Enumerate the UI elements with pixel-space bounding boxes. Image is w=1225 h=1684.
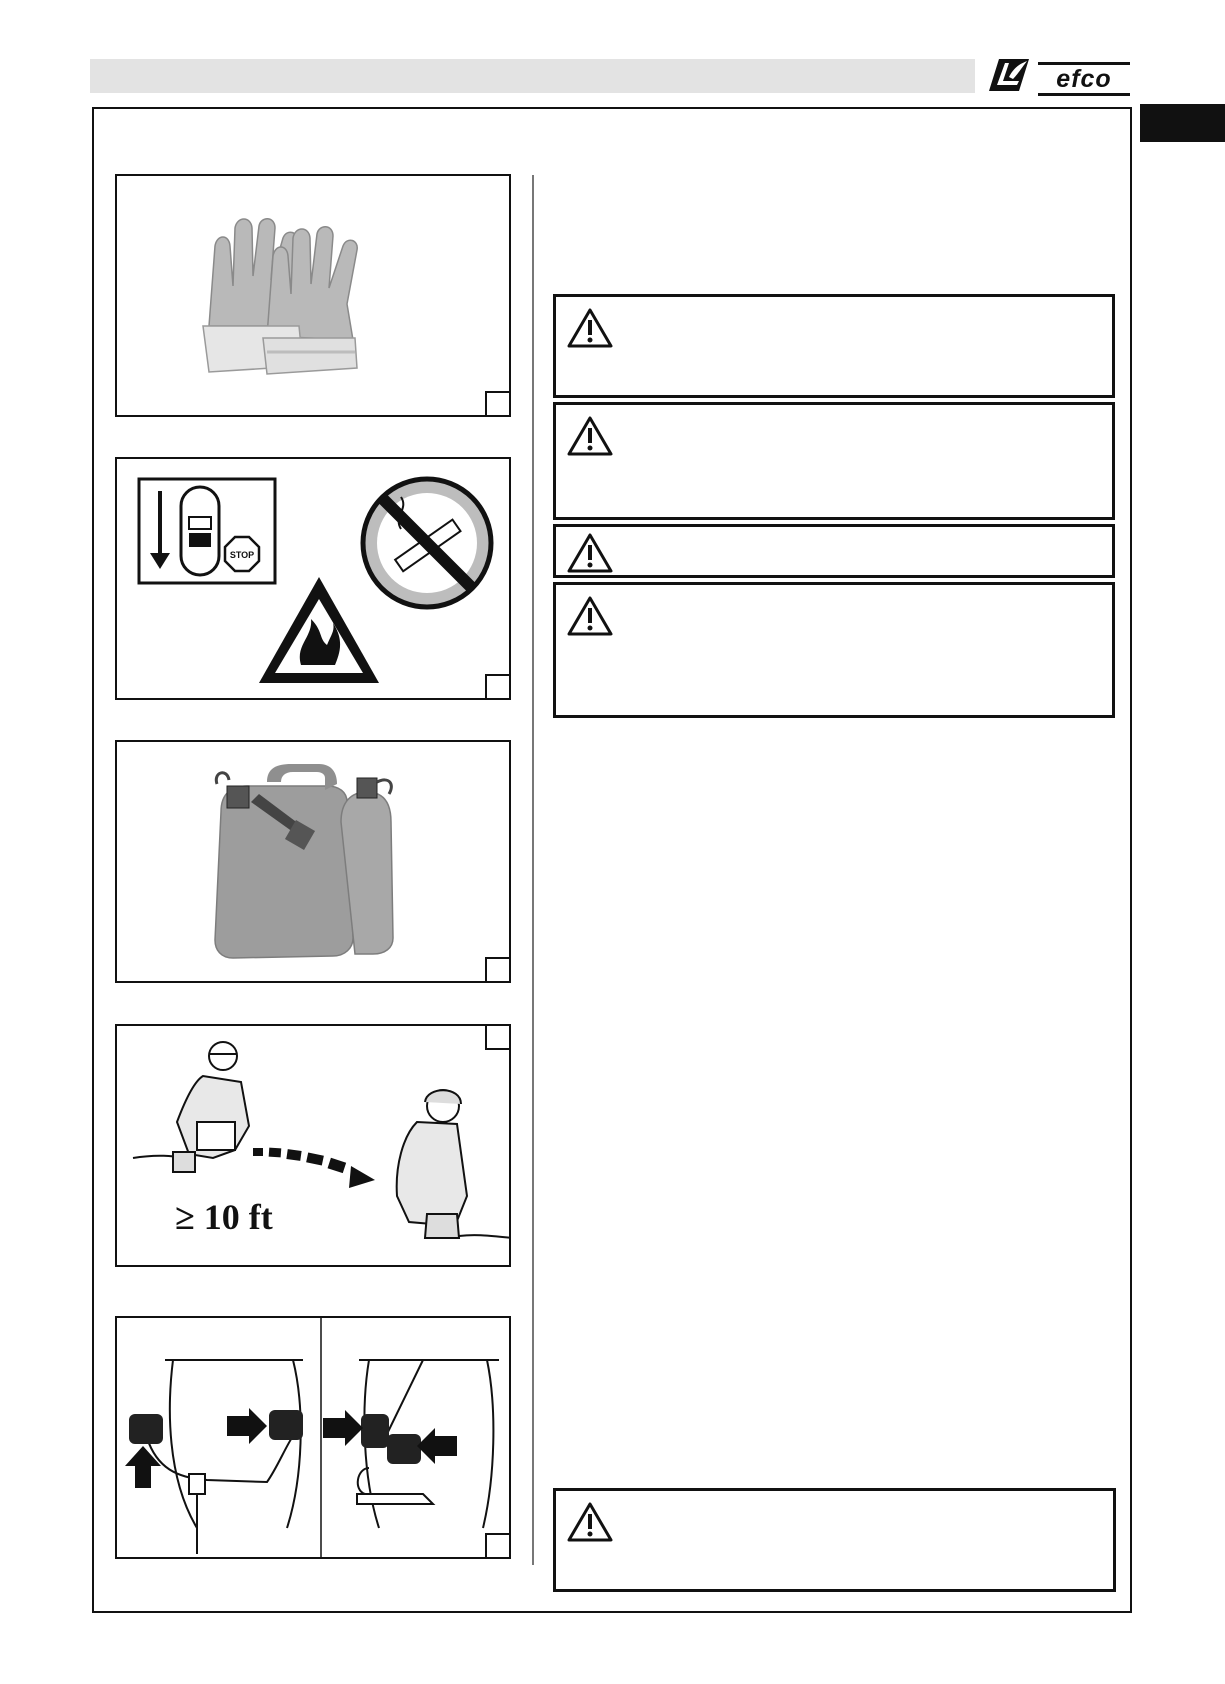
engine-off-icon [139, 479, 275, 583]
stop-sign-label: STOP [229, 550, 255, 560]
figure-hand-grip [115, 1316, 511, 1559]
figure-refuel-distance [115, 1024, 511, 1267]
no-smoking-icon [363, 479, 491, 607]
figure-number-box [485, 1026, 509, 1050]
section-tab-marker [1140, 104, 1225, 142]
figure-gloves [115, 174, 511, 417]
person-refueling-icon [133, 1042, 249, 1172]
figure-number-box [485, 391, 509, 415]
warning-triangle-icon [566, 415, 614, 457]
figure-number-box [485, 957, 509, 981]
warning-triangle-icon [566, 1501, 614, 1543]
dashed-arrow-icon [253, 1148, 375, 1188]
warning-box-3 [553, 524, 1115, 578]
header-bar [90, 59, 975, 93]
figure-fuel-can [115, 740, 511, 983]
flammable-warning-icon [259, 577, 379, 683]
figure-number-box [485, 1533, 509, 1557]
warning-box-1 [553, 294, 1115, 398]
figure-safety-signs [115, 457, 511, 700]
warning-box-5 [553, 1488, 1116, 1592]
grip-handles-icon [117, 1318, 511, 1559]
warning-triangle-icon [566, 307, 614, 349]
fuel-can-icon [117, 742, 511, 983]
warning-box-2 [553, 402, 1115, 520]
brand-name: efco [1038, 62, 1130, 96]
warning-triangle-icon [566, 532, 614, 574]
gloves-icon [117, 176, 511, 417]
warning-triangle-icon [566, 595, 614, 637]
warning-box-4 [553, 582, 1115, 718]
distance-label: ≥ 10 ft [175, 1197, 273, 1237]
figure-number-box [485, 674, 509, 698]
column-divider [532, 175, 534, 1565]
person-working-icon [397, 1090, 511, 1238]
